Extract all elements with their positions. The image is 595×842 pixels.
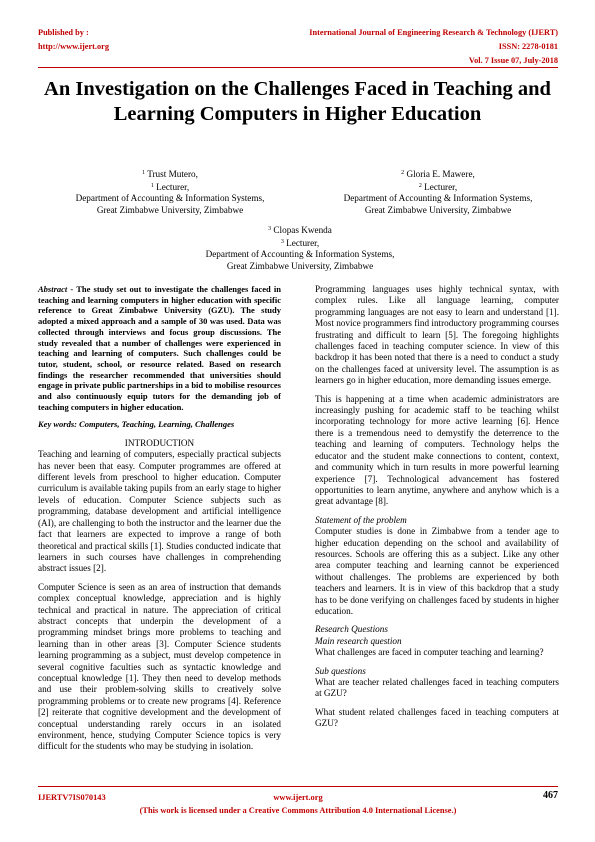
issn: ISSN: 2278-0181 [498,42,558,51]
paper-title: An Investigation on the Challenges Faced in Teaching and Learning Computers in Higher Education [44,78,551,125]
subsection-heading-research-questions: Research Questions [315,624,388,635]
paragraph: Programming languages uses highly technical syntax, with complex rules. Like all language learning, computer programming languages are not easy to learn and understand [1]. Most novice programmers find introductory programming courses frustrating and difficult to learn [5]. The foregoing highlights challenges faced in teaching computer science. In view of this backdrop it has been noted that there is a need to conduct a study on the challenges faced at university level. The assumption is as learners go in higher education, more demanding issues emerge. [315,284,559,386]
subsection-heading-main-question: Main research question [315,635,402,646]
paragraph: What are teacher related challenges faced in teaching computers at GZU? [315,677,559,699]
paper-id: IJERTV7IS070143 [38,793,106,802]
publisher-url[interactable]: http://www.ijert.org [38,42,109,51]
left-column [38,284,281,760]
right-column [315,284,559,737]
journal-name: International Journal of Engineering Research & Technology (IJERT) [309,28,558,37]
paragraph: Computer Science is seen as an area of instruction that demands complex conceptual knowledge, appreciation and is highly technical and practical in nature. The appreciation of critical abstract concepts that underpin the development of a programming mindset brings more problems to teaching and learning than in other areas [3]. Computer Science students learning programming as a subject, must develop competence in several cognitive faculties such as syntactic knowledge and conceptual knowledge [1]. They then need to develop methods and use their problem-solving skills to creatively solve programming problems or to create new programs [4]. Reference [2] reiterate that cognitive development and the development of conceptual understanding rarely occurs in an isolated environment, hence, studying Computer Science topics is very difficult for the students who may be studying in isolation. [38,581,281,752]
author-3: $^3$ Clopas Kwenda $^3$ Lecturer, Department of Accounting & Information Systems, Great Zimbabwe University, Zimbabwe [205,225,395,271]
subsection-heading-sub-questions: Sub questions [315,665,366,676]
paragraph: This is happening at a time when academic administrators are increasingly pushing for academic staff to be teaching whilst incorporating technology for more active learning [6]. Hence there is a tremendous need to demystify the deterrence to the teaching and learning of computers. Technology helps the educator and the student make connections to content, context, and community which in turn results in more powerful learning experience [7]. Technological advancement has fostered opportunities to learn anytime, anywhere and anyhow which is a great advantage [8]. [315,393,559,507]
page-header [38,26,558,66]
footer-url[interactable]: www.ijert.org [273,793,323,802]
author-1: $^1$ Trust Mutero, $^1$ Lecturer, Department of Accounting & Information Systems, Great Zimbabwe University, Zimbabwe [75,169,265,215]
abstract-label: Abstract [38,284,68,294]
license-note: (This work is licensed under a Creative Commons Attribution 4.0 International License.) [139,806,457,815]
author-name: Gloria E. Mawere, [406,169,475,179]
paragraph: What challenges are faced in computer teaching and learning? [315,647,544,658]
header-divider [38,67,558,68]
keywords: Key words: Computers, Teaching, Learning, Challenges [38,419,235,430]
page-number: 467 [543,790,558,801]
author-name: Clopas Kwenda [273,225,332,235]
author-name: Trust Mutero, [147,169,198,179]
section-heading-introduction: INTRODUCTION [124,437,195,448]
paragraph: What student related challenges faced in teaching computers at GZU? [315,706,559,729]
paragraph: Teaching and learning of computers, especially practical subjects has never been that easy. Computer programmes are offered at different levels from preschool to higher education. Computer curriculum is available taking pupils from an early stage to higher levels of education. Computer Science subjects such as programming, database development and artificial intelligence (AI), are challenging to both the instructor and the learner due the fact that learners are expected to improve a range of both theoretical and practical skills [1]. Studies conducted indicate that learners in such courses have challenges in comprehending abstract issues [2]. [38,449,281,574]
author-2: $^2$ Gloria E. Mawere, $^2$ Lecturer, Department of Accounting & Information Systems, Great Zimbabwe University, Zimbabwe [343,169,533,215]
paragraph: Computer studies is done in Zimbabwe from a tender age to higher education depending on the school and availability of resources. Schools are offering this as a subject. Like any other area computer teaching and learning cannot be experienced without challenges. The problems are experienced by both teachers and learners. It is in view of this backdrop that a study has to be done verifying on challenges faced by students in higher education. [315,526,559,616]
publisher-label: Published by : [38,28,89,37]
subsection-heading-statement: Statement of the problem [315,514,407,525]
abstract: Abstract - The study set out to investigate the challenges faced in teaching and learning computers in higher education with specific reference to Great Zimbabwe University (GZU). The study adopted a mixed approach and a sample of 30 was used. Data was collected through interviews and focus group discussions. The study revealed that a number of challenges were experienced in teaching and learning of computers. Such challenges could be tutor, student, school, or resource related. Based on research findings the researcher recommended that universities should engage in private public partnerships in a bid to mobilise resources and also continuously equip tutors for the demanding job of teaching computers in higher education. [38,284,281,412]
volume-issue: Vol. 7 Issue 07, July-2018 [468,56,558,65]
footer-divider [38,786,558,787]
